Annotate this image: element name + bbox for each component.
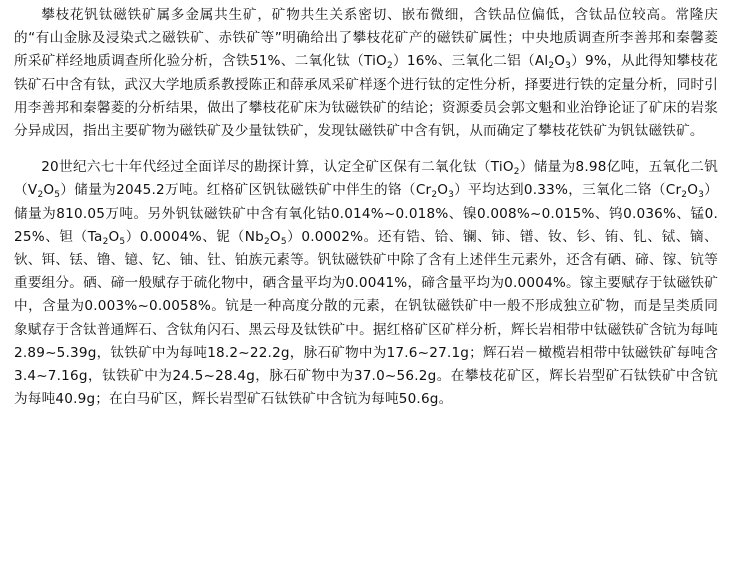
subscript: 5: [280, 236, 287, 247]
text-run: ）0.0004%、铌（Nb: [125, 228, 264, 245]
text-run: ）储量为810.05万吨。另外钒钛磁铁矿中含有氧化钴0.014%~0.018%、镍0.008%~0.015%、钨0.036%、锰0.25%、钽（Ta: [14, 182, 718, 245]
subscript: 2: [37, 190, 44, 201]
text-run: ）储量为8.98亿吨，五氧化二钒（V: [14, 159, 719, 199]
text-run: 攀枝花钒钛磁铁矿属多金属共生矿，矿物共生关系密切、嵌布微细，含铁品位偏低，含钛品位较高。常隆庆的“有山金脉及浸染式之磁铁矿、赤铁矿等”明确给出了攀枝花矿产的磁铁矿属性；中央地质调查所李善邦和秦馨菱所采矿样经地质调查所化验分析，含铁51%、二氧化钛（TiO: [14, 7, 718, 70]
paragraph-2: [14, 156, 718, 411]
text-run: ）储量为2045.2万吨。红格矿区钒钛磁铁矿中伴生的铬（Cr: [60, 182, 432, 199]
text-run: ）平均达到0.33%，三氧化二铬（Cr: [454, 182, 682, 199]
text-run: O: [108, 228, 120, 245]
text-run: ）16%、三氧化二铝（Al: [392, 53, 549, 70]
text-run: O: [269, 228, 281, 245]
subscript: 2: [386, 61, 393, 72]
text-run: ）0.0002%。还有锆、铪、镧、铈、镨、钕、钐、铕、钆、铽、镝、钬、铒、铥、镥、镱、钇、铀、钍、铂族元素等。钒钛磁铁矿中除了含有上述伴生元素外，还含有硒、碲、镓、钪等重要组分。硒、碲一般赋存于硫化物中，硒含量平均为0.0041%，碲含量平均为0.0004%。镓主要赋存于钛磁铁矿中，含量为0.003%~0.0058%。钪是一种高度分散的元素，在钒钛磁铁矿中一般不形成独立矿物，而是呈类质同象赋存于含钛普通辉石、含钛角闪石、黑云母及钛铁矿中。据红格矿区矿样分析，辉长岩相带中钛磁铁矿含钪为每吨2.89~5.39g，钛铁矿中为每吨18.2~22.2g，脉石矿物中为17.6~27.1g；辉石岩－橄榄岩相带中钛磁铁矿每吨含3.4~7.16g，钛铁矿中为24.5~28.4g，脉石矿物中为37.0~56.2g。在攀枝花矿区，辉长岩型矿石钛铁矿中含钪为每吨40.9g；在白马矿区，辉长岩型矿石钛铁矿中含钪为每吨50.6g。: [14, 228, 718, 408]
subscript: 3: [565, 61, 572, 72]
subscript: 2: [548, 61, 555, 72]
subscript: 3: [448, 190, 455, 201]
text-run: 20世纪六七十年代经过全面详尽的勘探计算，认定全矿区保有二氧化钛（TiO: [41, 159, 514, 176]
text-run: ）9%，从此得知攀枝花铁矿石中含有钛，武汉大学地质系教授陈正和薛承凤采矿样逐个进行钛的定性分析，择要进行铁的定量分析，同时引用李善邦和秦馨菱的分析结果，做出了攀枝花矿床为钛磁铁矿的结论；资源委员会郭文魁和业治铮论证了矿床的岩浆分异成因，指出主要矿物为磁铁矿及少量钛铁矿，发现钛磁铁矿中含有钒，从而确定了攀枝花铁矿为钒钛磁铁矿。: [14, 53, 719, 140]
text-run: O: [554, 53, 566, 70]
subscript: 5: [119, 236, 126, 247]
paragraph-1: [14, 4, 718, 143]
subscript: 2: [102, 236, 109, 247]
text-run: O: [437, 182, 449, 199]
text-run: O: [43, 182, 55, 199]
subscript: 2: [681, 190, 688, 201]
subscript: 2: [431, 190, 438, 201]
subscript: 2: [263, 236, 270, 247]
subscript: 2: [513, 167, 520, 178]
subscript: 3: [698, 190, 705, 201]
subscript: 5: [54, 190, 61, 201]
text-run: O: [687, 182, 699, 199]
